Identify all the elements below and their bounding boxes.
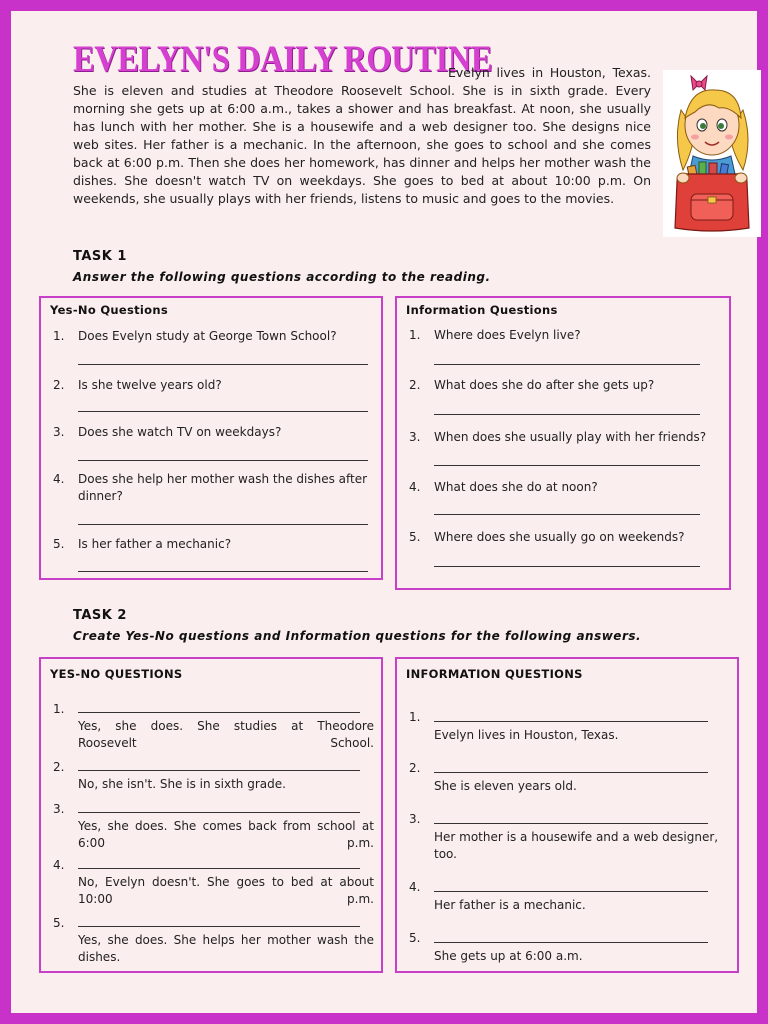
answer-line[interactable] [78,712,360,713]
answer-line[interactable] [78,460,368,461]
given-answer: Her mother is a housewife and a web designer, too. [434,830,719,861]
answer-line[interactable] [434,891,708,892]
answer-line[interactable] [78,411,368,412]
reading-body: She is eleven and studies at Theodore Roosevelt School. She is in sixth grade. Every morning she gets up at 6:00 a.m., takes a shower and has breakfast. At noon, she usually has lunch with her mother. She is a housewife and a web designer too. She designs nice web sites. Her father is a mechanic. In the afternoon, she goes to school and she comes back at 6:00 p.m. Then she does her homework, has dinner and helps her mother wash the dishes. She doesn't watch TV on weekdays. She goes to bed at about 10:00 p.m. On weekends, she usually plays with her friends, listens to music and goes to the movies. [73,83,651,206]
answer-line[interactable] [434,942,708,943]
given-answer: Evelyn lives in Houston, Texas. [434,728,619,742]
given-answer: Her father is a mechanic. [434,898,586,912]
task1-info-box: Information Questions 1. Where does Evelyn live? 2. What does she do after she gets up? 3. When does she usually play with her friends? 4. What does she do at noon? 5. Where does she usually go on weekends? [395,296,731,590]
given-answer: No, she isn't. She is in sixth grade. [78,777,286,791]
answer-line[interactable] [78,524,368,525]
task1-instruction: Answer the following questions according to the reading. [73,270,491,284]
task2-label: TASK 2 [73,608,127,623]
task1-label: TASK 1 [73,249,127,264]
reading-first-line: Evelyn lives in Houston, Texas. [448,65,651,80]
task2-info-box: INFORMATION QUESTIONS 1. Evelyn lives in Houston, Texas. 2. She is eleven years old. 3. Her mother is a housewife and a web designer, too. 4. Her father is a mechanic. 5. She gets up at 6:00 a.m. [395,657,739,973]
girl-icon [663,70,761,237]
answer-line[interactable] [78,812,360,813]
answer-line[interactable] [434,823,708,824]
answer-line[interactable] [78,926,360,927]
given-answer: She gets up at 6:00 a.m. [434,949,583,963]
answer-line[interactable] [434,566,700,567]
task1-yes-no-title: Yes-No Questions [50,303,168,317]
given-answer: She is eleven years old. [434,779,577,793]
answer-line[interactable] [78,868,360,869]
answer-line[interactable] [78,364,368,365]
given-answer: Yes, she does. She comes back from school at 6:00 p.m. [78,819,374,850]
answer-line[interactable] [434,514,700,515]
given-answer: No, Evelyn doesn't. She goes to bed at about 10:00 p.m. [78,875,374,906]
task2-info-title: INFORMATION QUESTIONS [406,667,583,681]
task2-yes-no-title: YES-NO QUESTIONS [50,667,183,681]
answer-line[interactable] [434,772,708,773]
task2-yes-no-box: YES-NO QUESTIONS 1. Yes, she does. She studies at Theodore Roosevelt School. 2. No, she isn't. She is in sixth grade. 3. Yes, she does. She comes back from school at 6:00 p.m. 4. No, Evelyn doesn't. She goes to bed at about 10:00 p.m. 5. Yes, she does. She helps her mother wash the dishes. [39,657,383,973]
given-answer: Yes, she does. She studies at Theodore Roosevelt School. [78,719,374,750]
girl-with-backpack-illustration [663,70,761,237]
worksheet-title: EVELYN'S DAILY ROUTINE [73,39,493,80]
task1-info-title: Information Questions [406,303,558,317]
task1-yes-no-box: Yes-No Questions 1. Does Evelyn study at George Town School? 2. Is she twelve years old? 3. Does she watch TV on weekdays? 4. Does she help her mother wash the dishes after dinner? 5. Is her father a mechanic? [39,296,383,580]
answer-line[interactable] [434,465,700,466]
given-answer: Yes, she does. She helps her mother wash the dishes. [78,933,374,964]
answer-line[interactable] [434,721,708,722]
answer-line[interactable] [434,414,700,415]
reading-passage [73,64,651,208]
list-item: 4. Does she help her mother wash the dishes after dinner? [53,472,368,503]
answer-line[interactable] [434,364,700,365]
answer-line[interactable] [78,770,360,771]
task2-instruction: Create Yes-No questions and Information questions for the following answers. [73,629,642,643]
answer-line[interactable] [78,571,368,572]
